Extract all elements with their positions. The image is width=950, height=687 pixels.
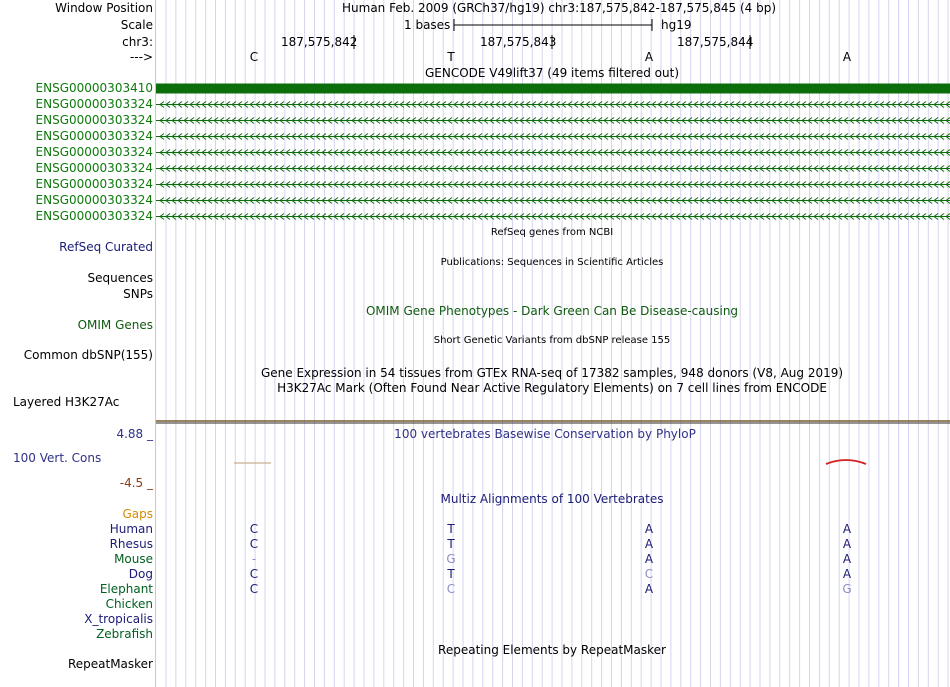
chrom-label: chr3: — [122, 35, 153, 49]
gtex-track-title[interactable]: Gene Expression in 54 tissues from GTEx RNA-seq of 17382 samples, 948 donors (V8, Aug 2019) — [260, 366, 844, 380]
species-label[interactable]: Rhesus — [109, 537, 153, 551]
publications-track-title[interactable]: Publications: Sequences in Scientific Articles — [440, 257, 664, 268]
coord-tick-label: 187,575,842 — [281, 35, 358, 49]
alignment-base: A — [644, 522, 654, 536]
base-letter: A — [644, 50, 654, 64]
alignment-base: - — [251, 552, 257, 566]
dbsnp-track-title[interactable]: Short Genetic Variants from dbSNP release 155 — [433, 335, 671, 346]
species-label[interactable]: Human — [109, 522, 153, 536]
alignment-base: A — [842, 537, 852, 551]
omim-track-title[interactable]: OMIM Gene Phenotypes - Dark Green Can Be Disease-causing — [365, 304, 739, 318]
repeat-track-title[interactable]: Repeating Elements by RepeatMasker — [438, 643, 666, 657]
repeat-label[interactable]: RepeatMasker — [67, 657, 153, 671]
gencode-item-label[interactable]: ENSG00000303410 — [35, 81, 153, 95]
strand-label: ---> — [129, 50, 153, 64]
coord-tick-label: 187,575,843 — [480, 35, 557, 49]
gaps-label[interactable]: Gaps — [122, 507, 153, 521]
alignment-base: A — [842, 567, 852, 581]
h3k27ac-label[interactable]: Layered H3K27Ac — [13, 395, 120, 409]
alignment-base: A — [842, 552, 852, 566]
alignment-base: C — [249, 582, 259, 596]
cons-min-label: -4.5 _ — [119, 476, 153, 490]
alignment-base: T — [447, 537, 455, 551]
refseq-track-title[interactable]: RefSeq genes from NCBI — [490, 227, 614, 238]
scale-label: Scale — [120, 18, 153, 32]
conservation-wiggle — [156, 455, 950, 469]
cons-max-label: 4.88 _ — [116, 427, 153, 441]
gencode-item-label[interactable]: ENSG00000303324 — [35, 177, 153, 191]
species-label[interactable]: Elephant — [99, 582, 153, 596]
dbsnp-label[interactable]: Common dbSNP(155) — [23, 348, 153, 362]
alignment-base: A — [644, 582, 654, 596]
cons-label[interactable]: 100 Vert. Cons — [13, 451, 102, 465]
alignment-base: A — [842, 522, 852, 536]
species-label[interactable]: Zebrafish — [96, 627, 153, 641]
scale-bases-text: 1 bases — [404, 18, 451, 32]
window-position-value: Human Feb. 2009 (GRCh37/hg19) chr3:187,575,842-187,575,845 (4 bp) — [342, 1, 777, 15]
gencode-item-label[interactable]: ENSG00000303324 — [35, 209, 153, 223]
scale-assembly: hg19 — [661, 18, 692, 32]
species-label[interactable]: X_tropicalis — [84, 612, 153, 626]
base-letter: T — [447, 50, 455, 64]
species-label[interactable]: Dog — [128, 567, 153, 581]
alignment-base: C — [249, 567, 259, 581]
gencode-track-title[interactable]: GENCODE V49lift37 (49 items filtered out) — [424, 66, 680, 80]
omim-label[interactable]: OMIM Genes — [77, 318, 153, 332]
gencode-item-label[interactable]: ENSG00000303324 — [35, 161, 153, 175]
alignment-base: C — [249, 537, 259, 551]
gencode-exon-block — [156, 84, 950, 94]
species-label[interactable]: Mouse — [114, 552, 153, 566]
sequences-label[interactable]: Sequences — [87, 271, 153, 285]
cons-track-title[interactable]: 100 vertebrates Basewise Conservation by PhyloP — [394, 427, 696, 441]
alignment-base: A — [644, 537, 654, 551]
gencode-item-label[interactable]: ENSG00000303324 — [35, 129, 153, 143]
base-letter: A — [842, 50, 852, 64]
alignment-base: G — [446, 552, 456, 566]
alignment-base: C — [446, 582, 456, 596]
species-label[interactable]: Chicken — [105, 597, 153, 611]
h3k27ac-track-title[interactable]: H3K27Ac Mark (Often Found Near Active Regulatory Elements) on 7 cell lines from ENCODE — [277, 381, 827, 395]
gencode-item-label[interactable]: ENSG00000303324 — [35, 97, 153, 111]
alignment-base: T — [447, 522, 455, 536]
base-letter: C — [249, 50, 259, 64]
alignment-base: C — [644, 567, 654, 581]
coord-tick-label: 187,575,844 — [677, 35, 754, 49]
window-position-label: Window Position — [55, 1, 153, 15]
h3k27ac-signal-baseline — [156, 420, 950, 426]
alignment-base: G — [842, 582, 852, 596]
scale-bar — [450, 17, 660, 33]
multiz-track-title[interactable]: Multiz Alignments of 100 Vertebrates — [440, 492, 664, 506]
snps-label[interactable]: SNPs — [123, 287, 153, 301]
refseq-label[interactable]: RefSeq Curated — [59, 240, 153, 254]
alignment-base: T — [447, 567, 455, 581]
alignment-base: C — [249, 522, 259, 536]
gencode-item-label[interactable]: ENSG00000303324 — [35, 113, 153, 127]
alignment-base: A — [644, 552, 654, 566]
gencode-item-label[interactable]: ENSG00000303324 — [35, 145, 153, 159]
gencode-features[interactable] — [156, 82, 950, 224]
gencode-item-label[interactable]: ENSG00000303324 — [35, 193, 153, 207]
coord-ticks — [0, 35, 950, 51]
